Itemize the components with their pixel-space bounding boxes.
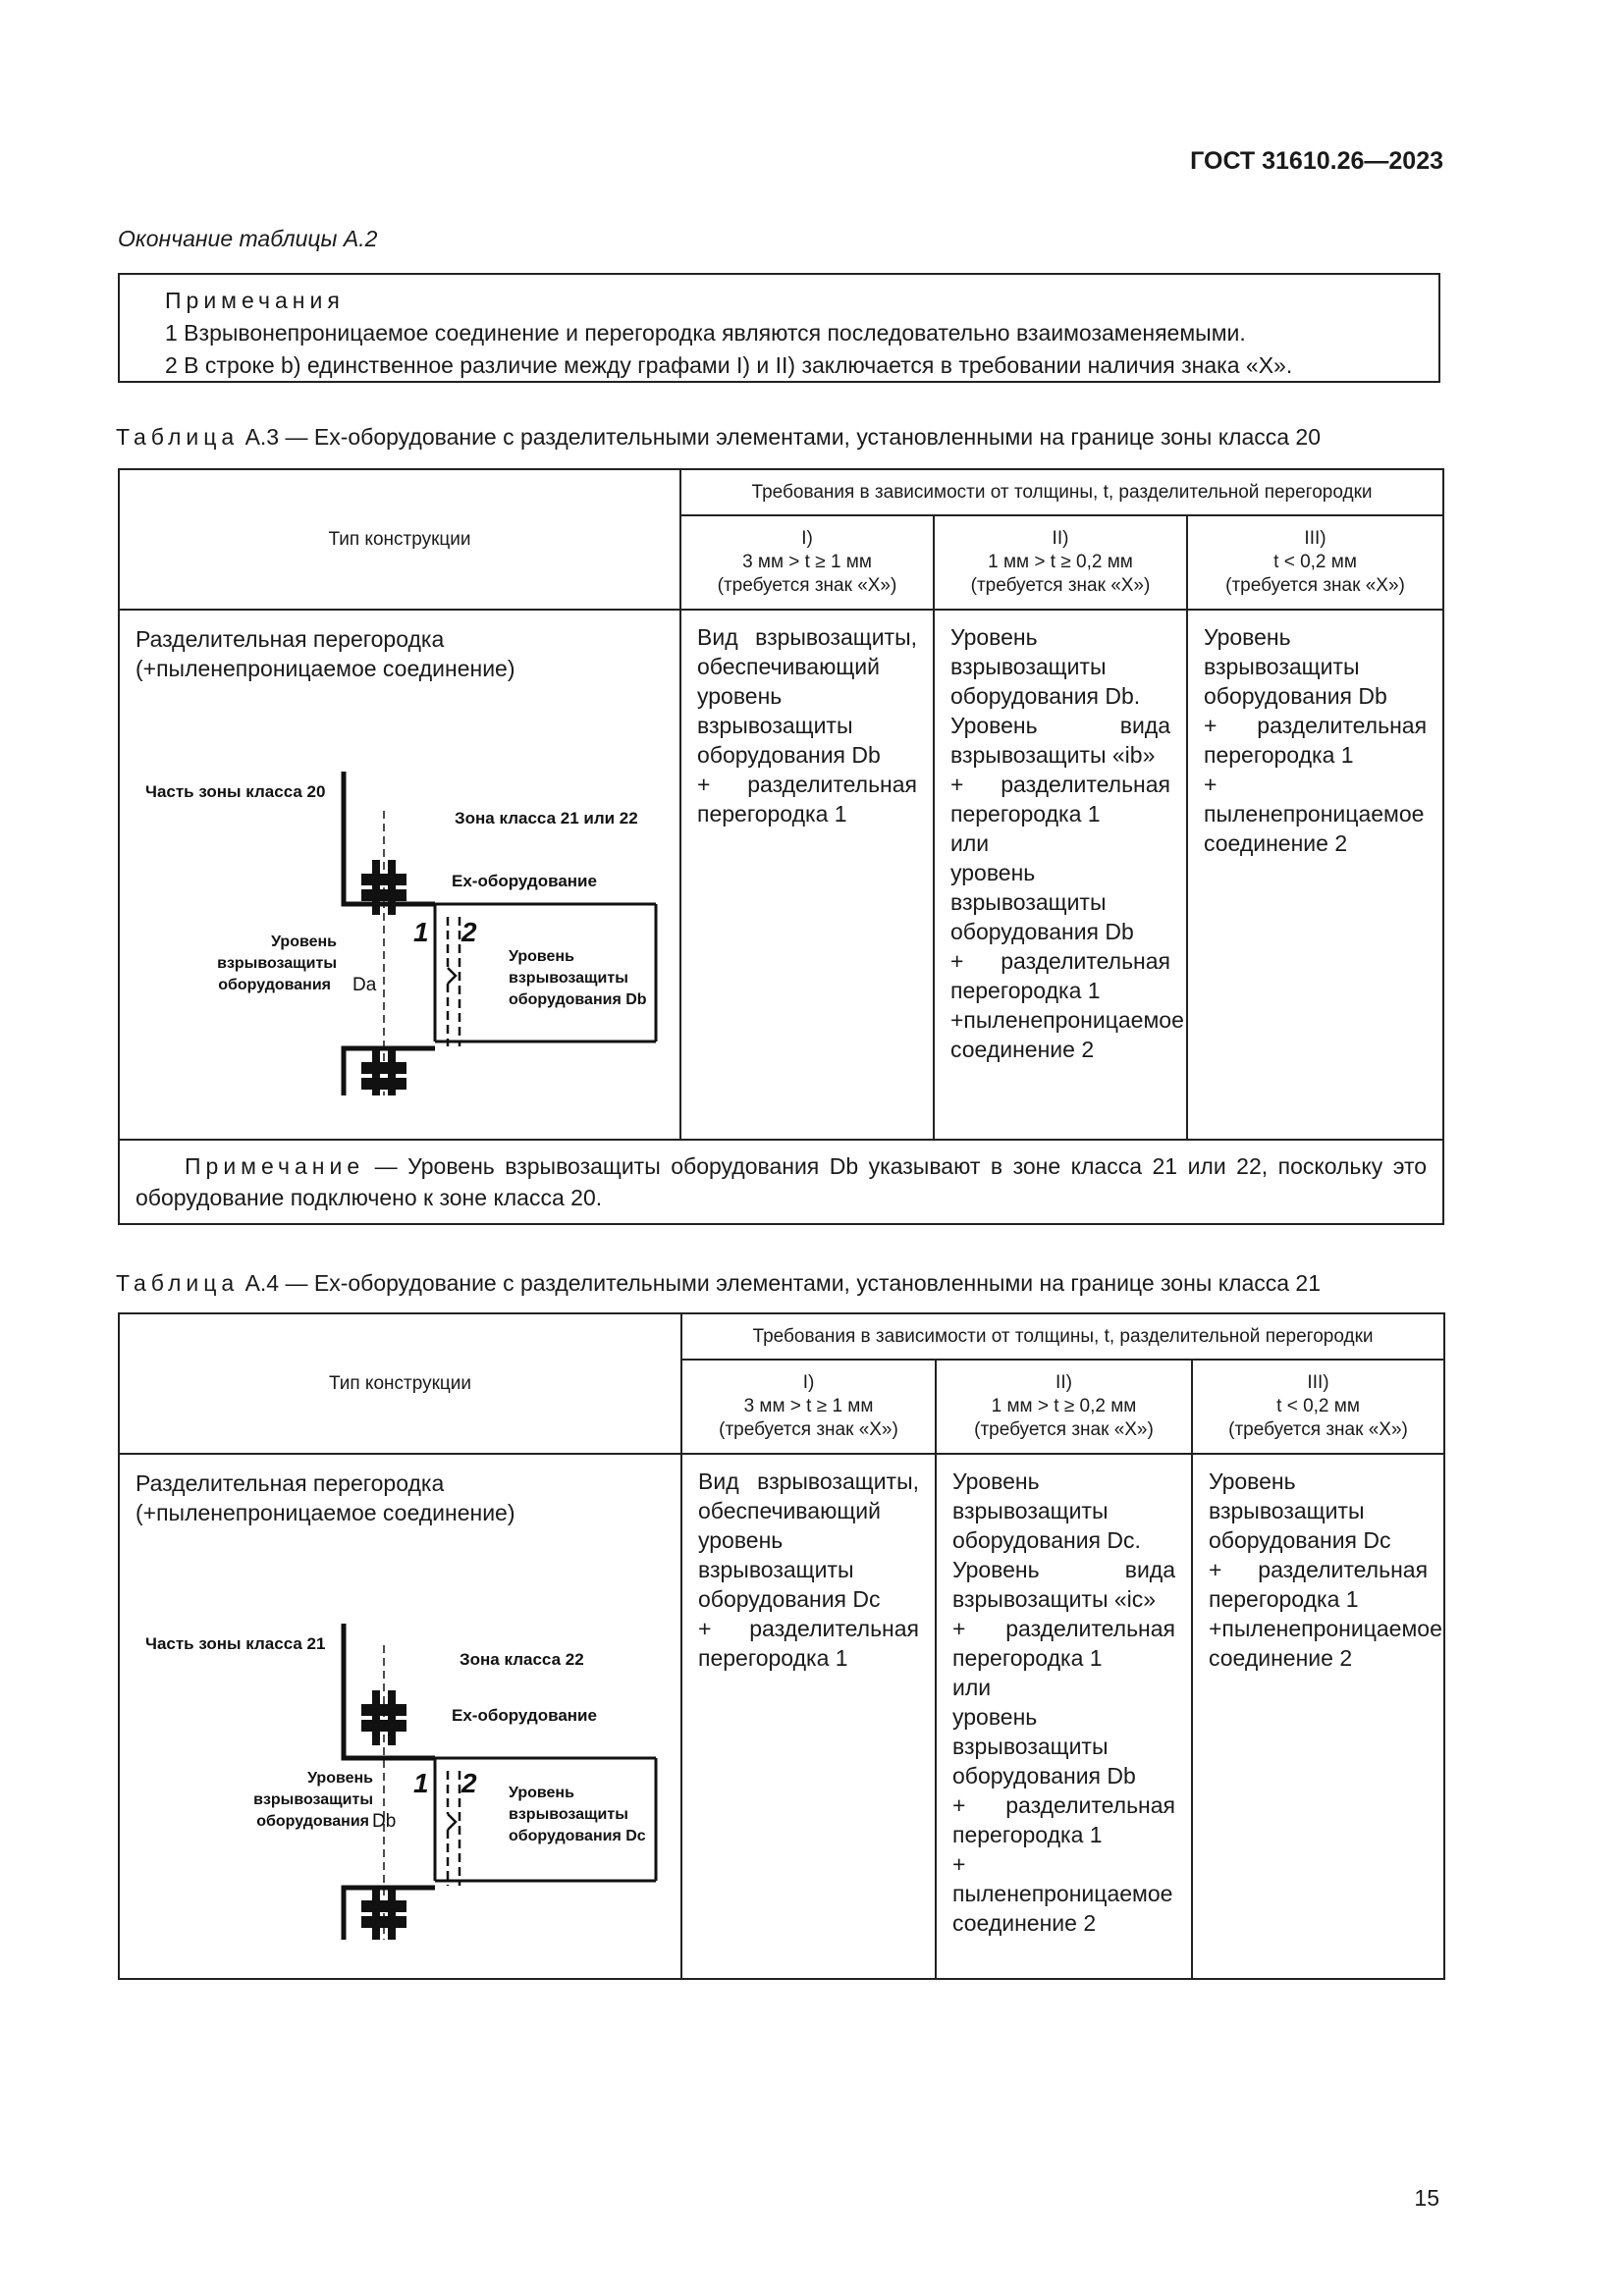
partition-number-1: 1 (413, 1768, 429, 1798)
col-condition: 3 мм > t ≥ 1 мм (743, 1396, 874, 1416)
requirement-cell-3 (1187, 610, 1443, 1140)
separation-diagram (135, 683, 666, 1095)
col-num: III) (1304, 528, 1326, 549)
note-item-2: 2 В строке b) единственное различие между графами I) и II) заключается в требовании наличия знака «Х». (165, 352, 1293, 378)
requirement-cell-2 (936, 1454, 1192, 1979)
cell-text: Вид взрывозащиты, обеспечивающий уровень взрывозащиты оборудования Db + разделительная перегородка 1 (697, 624, 917, 827)
col-group-header: Требования в зависимости от толщины, t, разделительной перегородки (681, 1313, 1444, 1360)
level-left-code: Da (352, 975, 377, 995)
zone-right-label: Зона класса 21 или 22 (455, 809, 638, 828)
caption-text: А.4 — Ex-оборудование с разделительными элементами, установленными на границе зоны класса 21 (244, 1270, 1322, 1296)
zone-right-label: Зона класса 22 (460, 1650, 584, 1669)
level-right-line-1: Уровень (509, 1785, 574, 1801)
document-code: ГОСТ 31610.26—2023 (1190, 147, 1443, 175)
col-requirement: (требуется знак «Х») (1225, 575, 1405, 596)
notes-title: Примечания (165, 288, 345, 313)
partition-number-1: 1 (413, 917, 429, 947)
col-condition: 1 мм > t ≥ 0,2 мм (988, 552, 1133, 572)
note-text: — Уровень взрывозащиты оборудования Db указывают в зоне класса 21 или 22, поскольку это оборудование подключено к зоне класса 20. (135, 1153, 1428, 1210)
level-right-line-3: оборудования Db (509, 991, 647, 1008)
cell-text: Уровень взрывозащиты оборудования Dc + разделительная перегородка 1 +пыленепроницаемое соединение 2 (1209, 1468, 1442, 1671)
table-a3-note (119, 1140, 1443, 1224)
table-a4 (118, 1312, 1445, 1980)
level-right-line-3: оборудования Dc (509, 1828, 646, 1844)
level-left-line-3: оборудования (218, 977, 331, 993)
col-header-3 (1187, 515, 1443, 610)
col-requirement: (требуется знак «Х») (1228, 1419, 1408, 1440)
level-right-line-1: Уровень (509, 948, 574, 965)
col-type-header: Тип конструкции (119, 469, 680, 610)
note-label: Примечание (185, 1153, 365, 1179)
row-title: Разделительная перегородка (+пыленепроницаемое соединение) (135, 1470, 515, 1525)
page-number: 15 (1414, 2185, 1439, 2211)
level-left-line-1: Уровень (307, 1770, 373, 1787)
requirement-cell-2 (934, 610, 1187, 1140)
col-condition: t < 0,2 мм (1276, 1396, 1360, 1416)
zone-left-label: Часть зоны класса 21 (145, 1634, 326, 1653)
cell-text: Вид взрывозащиты, обеспечивающий уровень взрывозащиты оборудования Dc + разделительная перегородка 1 (698, 1468, 919, 1671)
notes-box-a2 (118, 273, 1440, 383)
table-a4-caption (116, 1270, 1321, 1297)
col-group-header: Требования в зависимости от толщины, t, разделительной перегородки (680, 469, 1443, 515)
requirement-cell-1 (680, 610, 934, 1140)
col-num: III) (1307, 1372, 1329, 1393)
col-condition: 1 мм > t ≥ 0,2 мм (991, 1396, 1137, 1416)
col-requirement: (требуется знак «Х») (719, 1419, 898, 1440)
partition-number-2: 2 (461, 917, 477, 947)
level-left-line-2: взрывозащиты (253, 1791, 373, 1808)
col-num: I) (801, 528, 813, 549)
col-header-3 (1192, 1360, 1444, 1454)
construction-cell (119, 610, 680, 1140)
row-title: Разделительная перегородка (+пыленепроницаемое соединение) (135, 626, 515, 681)
equipment-label: Ex-оборудование (452, 1706, 597, 1725)
construction-cell (119, 1454, 681, 1979)
caption-label: Таблица (116, 424, 240, 450)
requirement-cell-1 (681, 1454, 936, 1979)
col-num: II) (1056, 1372, 1072, 1393)
col-num: I) (802, 1372, 815, 1393)
caption-label: Таблица (116, 1270, 240, 1296)
zone-left-label: Часть зоны класса 20 (145, 782, 326, 801)
partition-number-2: 2 (461, 1768, 477, 1798)
table-a3-caption (116, 424, 1321, 451)
level-left-line-2: взрывозащиты (217, 955, 337, 972)
level-left-code: Db (372, 1811, 397, 1832)
cell-text: Уровень взрывозащиты оборудования Db + разделительная перегородка 1 + пыленепроницаемое соединение 2 (1204, 624, 1428, 856)
col-requirement: (требуется знак «Х») (717, 575, 897, 596)
cell-text: Уровень взрывозащиты оборудования Db. Уровень вида взрывозащиты «ib» + разделительная перегородка 1 или уровень взрывозащиты оборудования Db + разделительная перегородка 1 +пыленепроницаемое соединение 2 (950, 624, 1184, 1062)
col-header-1 (680, 515, 934, 610)
caption-text: А.3 — Ex-оборудование с разделительными элементами, установленными на границе зоны класса 20 (244, 424, 1322, 450)
col-condition: t < 0,2 мм (1273, 552, 1357, 572)
note-item-1: 1 Взрывонепроницаемое соединение и перегородка являются последовательно взаимозаменяемыми. (165, 320, 1246, 346)
level-right-line-2: взрывозащиты (509, 1806, 628, 1823)
equipment-label: Ex-оборудование (452, 872, 597, 890)
table-continuation-label: Окончание таблицы А.2 (118, 226, 378, 251)
col-requirement: (требуется знак «Х») (970, 575, 1151, 596)
col-header-2 (936, 1360, 1192, 1454)
level-right-line-2: взрывозащиты (509, 970, 628, 987)
level-left-line-3: оборудования (256, 1813, 369, 1830)
separation-diagram (135, 1527, 666, 1940)
table-a3 (118, 468, 1444, 1225)
col-header-1 (681, 1360, 936, 1454)
requirement-cell-3 (1192, 1454, 1444, 1979)
col-num: II) (1052, 528, 1069, 549)
col-header-2 (934, 515, 1187, 610)
cell-text: Уровень взрывозащиты оборудования Dc. Уровень вида взрывозащиты «ic» + разделительная перегородка 1 или уровень взрывозащиты оборудования Db + разделительная перегородка 1 + пыленепроницаемое соединение 2 (952, 1468, 1175, 1936)
level-left-line-1: Уровень (271, 934, 337, 950)
col-requirement: (требуется знак «Х») (974, 1419, 1154, 1440)
col-condition: 3 мм > t ≥ 1 мм (742, 552, 872, 572)
col-type-header: Тип конструкции (119, 1313, 681, 1454)
